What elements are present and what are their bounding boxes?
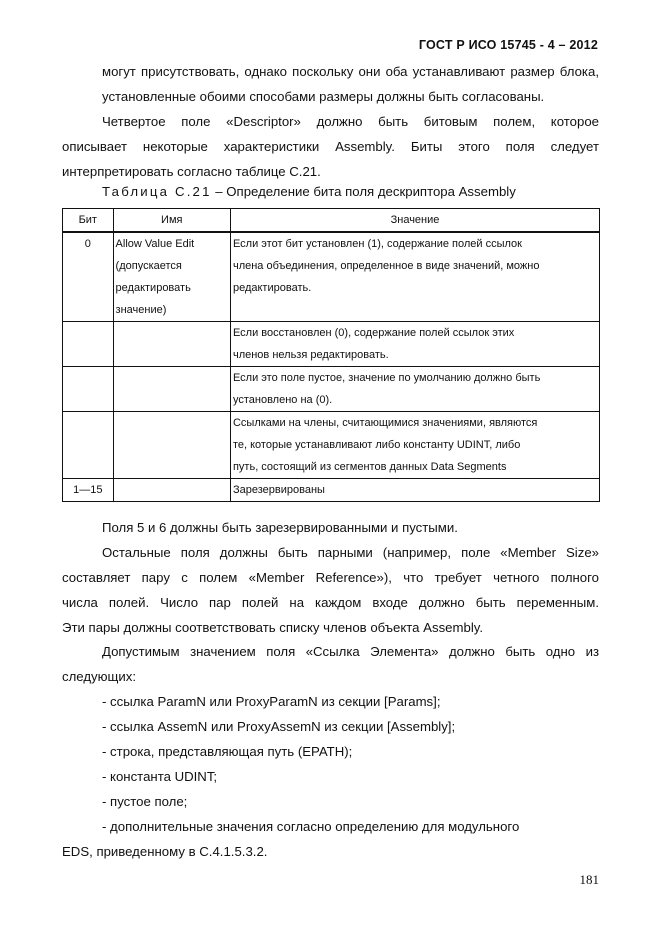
table-row xyxy=(63,232,600,322)
cell-name xyxy=(113,479,230,502)
cell-bit xyxy=(63,412,114,479)
cell-bit: 1—15 xyxy=(63,479,114,502)
cell-value: Если это поле пустое, значение по умолчанию должно быть установлено на (0). xyxy=(230,367,599,412)
cell-name xyxy=(113,367,230,412)
bullet-list xyxy=(62,689,599,839)
cell-name: Allow Value Edit (допускается редактировать значение) xyxy=(113,232,230,322)
bullet-continuation: EDS, приведенному в С.4.1.5.3.2. xyxy=(62,844,268,859)
cell-name xyxy=(113,322,230,367)
cell-bit: 0 xyxy=(63,232,114,322)
header-name: Имя xyxy=(113,209,230,233)
paragraph-5: Допустимым значением поля «Ссылка Элемента» должно быть одно из следующих: xyxy=(62,644,599,684)
table-row xyxy=(63,367,600,412)
list-item: - пустое поле; xyxy=(102,794,188,809)
cell-value: Если восстановлен (0), содержание полей ссылок этих членов нельзя редактировать. xyxy=(230,322,599,367)
table-header-row xyxy=(63,209,600,233)
header-value: Значение xyxy=(230,209,599,233)
table-row xyxy=(63,322,600,367)
list-item: - константа UDINT; xyxy=(102,769,218,784)
paragraph-4: Остальные поля должны быть парными (например, поле «Member Size» составляет пару с полем «Member Reference»), что требует четного полного числа полей. Число пар полей на каждом входе должно быть переменным. Эти пары должны соответствовать списку членов объекта Assembly. xyxy=(62,545,599,635)
cell-value: Если этот бит установлен (1), содержание полей ссылок члена объединения, определенное в виде значений, можно редактировать. xyxy=(230,232,599,322)
list-item: - строка, представляющая путь (EPATH); xyxy=(102,744,353,759)
paragraph-3: Поля 5 и 6 должны быть зарезервированными и пустыми. xyxy=(102,520,458,535)
list-item: - ссылка ParamN или ProxyParamN из секции [Params]; xyxy=(102,694,441,709)
cell-value: Ссылками на члены, считающимися значениями, являются те, которые устанавливают либо константу UDINT, либо путь, состоящий из сегментов данных Data Segments xyxy=(230,412,599,479)
cell-bit xyxy=(63,322,114,367)
document-header: ГОСТ Р ИСО 15745 - 4 – 2012 xyxy=(418,38,598,52)
table-caption: Таблица С.21 – Определение бита поля дескриптора Assembly xyxy=(102,184,516,199)
table-row xyxy=(63,412,600,479)
header-bit: Бит xyxy=(63,209,114,233)
cell-value: Зарезервированы xyxy=(230,479,599,502)
table-row xyxy=(63,479,600,502)
cell-bit xyxy=(63,367,114,412)
paragraph-1: могут присутствовать, однако поскольку они оба устанавливают размер блока, установленные обоими способами размеры должны быть согласованы. xyxy=(102,64,599,104)
list-item: - ссылка AssemN или ProxyAssemN из секции [Assembly]; xyxy=(102,719,456,734)
cell-name xyxy=(113,412,230,479)
list-item: - дополнительные значения согласно определению для модульного xyxy=(102,819,520,834)
page-number: 181 xyxy=(579,872,599,887)
paragraph-2: Четвертое поле «Descriptor» должно быть битовым полем, которое описывает некоторые характеристики Assembly. Биты этого поля следует интерпретировать согласно таблице С.21. xyxy=(62,114,599,179)
descriptor-bit-table xyxy=(62,208,600,502)
